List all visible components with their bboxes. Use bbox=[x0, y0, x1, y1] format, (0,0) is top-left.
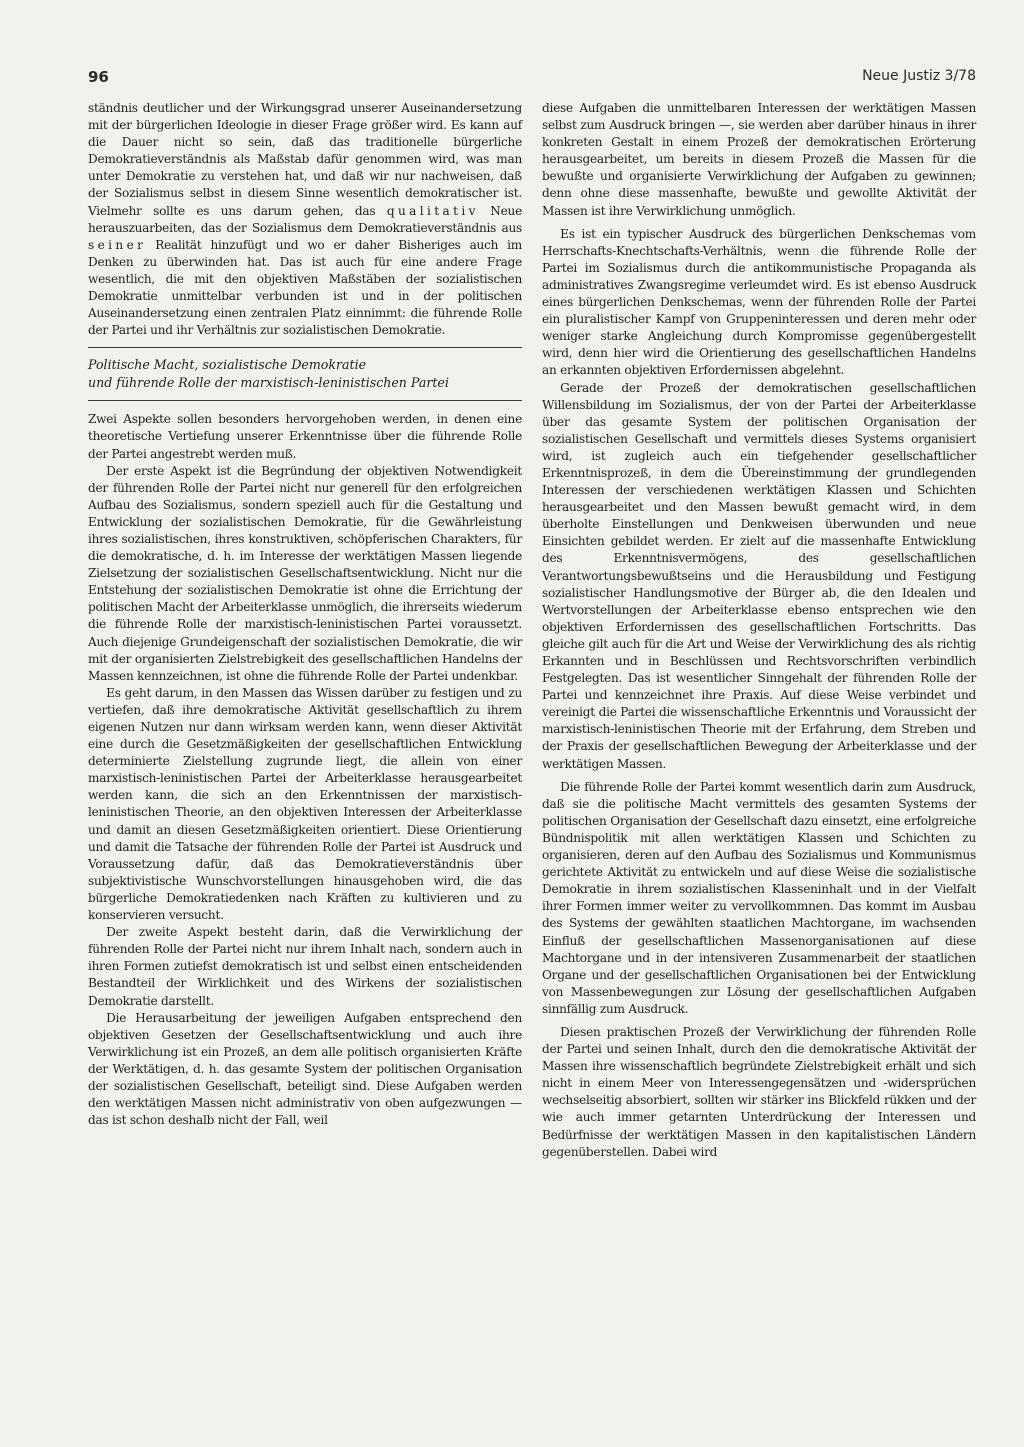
paragraph-continued bbox=[88, 100, 522, 339]
page-header bbox=[88, 64, 976, 90]
page-number: 96 bbox=[88, 68, 109, 86]
paragraph: Der erste Aspekt ist die Begründung der objektiven Notwendigkeit der führenden Rolle der Partei nicht nur generell für den erfolgreichen Aufbau des Sozialismus, sondern speziell auch für die Gestaltung und Entwicklung der sozialistischen Demokratie, für die Gewährleistung ihres sozialistischen, ihres konstruktiven, schöpferischen Charakters, für die demokratische, d. h. im Interesse der werktätigen Massen liegende Zielsetzung der sozialistischen Gesellschaftsentwicklung. Nicht nur die Entstehung der sozialistischen Demokratie ist ohne die Errichtung der politischen Macht der Arbeiterklasse unmöglich, die ihrerseits wiederum die führende Rolle der marxistisch-leninistischen Partei voraussetzt. Auch diejenige Grundeigenschaft der sozialistischen Demokratie, die wir mit der organisierten Zielstrebigkeit des gesellschaftlichen Handelns der Massen kennzeichnen, ist ohne die führende Rolle der Partei undenkbar. bbox=[88, 463, 522, 683]
paragraph: Zwei Aspekte sollen besonders hervorgehoben werden, in denen eine theoretische Vertiefung unserer Erkenntnisse über die führende Rolle der Partei angestrebt werden muß. bbox=[88, 412, 522, 461]
paragraph: Diesen praktischen Prozeß der Verwirklichung der führenden Rolle der Partei und seinen Inhalt, durch den die demokratische Aktivität der Massen ihre wissenschaftlich begründete Zielstrebigkeit erhält und sich nicht in einem Meer von Interessengegensätzen und -widersprüchen wechselseitig absorbiert, sollten wir stärker ins Blickfeld rükken und der wie auch immer getarnten Unterdrückung der Interessen und Bedürfnisse der werktätigen Massen in den kapitalistischen Ländern gegenüberstellen. Dabei wird bbox=[542, 1024, 976, 1159]
paragraph-text: ständnis deutlicher und der Wirkungsgrad unserer Auseinandersetzung mit der bürgerlichen Ideologie in dieser Frage größer wird. Es kann auf die Dauer nicht so sein, daß das traditionelle bürgerliche Demokratieverständnis als Maßstab dafür genommen wird, was man unter Demokratie zu verstehen hat, und daß wir nur nachweisen, daß der Sozialismus selbst in diesem Sinne wesentlich demokratischer ist. Vielmehr sollte es uns darum gehen, das bbox=[88, 101, 522, 218]
section-heading-line-1: Politische Macht, sozialistische Demokratie bbox=[88, 357, 367, 373]
paragraph: Die Herausarbeitung der jeweiligen Aufgaben entsprechend den objektiven Gesetzen der Gesellschaftsentwicklung und auch ihre Verwirklichung ist ein Prozeß, an dem alle politisch organisierten Kräfte der Werktätigen, d. h. das gesamte System der politischen Organisation der sozialistischen Gesellschaft, beteiligt sind. Diese Aufgaben werden den werktätigen Massen nicht administrativ von oben aufgezwungen — das ist schon deshalb nicht der Fall, weil bbox=[88, 1010, 522, 1128]
section-heading bbox=[88, 347, 522, 401]
paragraph: Es geht darum, in den Massen das Wissen darüber zu festigen und zu vertiefen, daß ihre demokratische Aktivität gesellschaftlich zu ihrem eigenen Nutzen nur dann wirksam werden kann, wenn dieser Aktivität eine durch die Gesetzmäßigkeiten der gesellschaftlichen Entwicklung determinierte Zielstellung zugrunde liegt, die allein von einer marxistisch-leninistischen Partei der Arbeiterklasse herausgearbeitet werden kann, die sich an den Erkenntnissen der marxistisch-leninistischen Theorie, an den objektiven Interessen der Arbeiterklasse und damit an diesen Gesetzmäßigkeiten orientiert. Diese Orientierung und damit die Tatsache der führenden Rolle der Partei ist Ausdruck und Voraussetzung dafür, daß das Demokratieverständnis über subjektivistische Wunschvorstellungen hinausgehoben wird, die das bürgerliche Demokratiedenken nach Kräften zu kultivieren und zu konservieren versucht. bbox=[88, 685, 522, 923]
paragraph-text: Neue herauszuarbeiten, das der Sozialismus dem Demokratieverständnis aus bbox=[88, 203, 523, 235]
right-column bbox=[542, 100, 976, 1161]
journal-issue: Neue Justiz 3/78 bbox=[862, 68, 976, 84]
paragraph: Der zweite Aspekt besteht darin, daß die Verwirklichung der führenden Rolle der Partei nicht nur ihrem Inhalt nach, sondern auch in ihren Formen zutiefst demokratisch ist und selbst einen entscheidenden Bestandteil der Wirklichkeit und des Wirkens der sozialistischen Demokratie darstellt. bbox=[88, 925, 522, 1008]
emphasis-qualitativ: qualitativ bbox=[386, 203, 479, 218]
paragraph: Es ist ein typischer Ausdruck des bürgerlichen Denkschemas vom Herrschafts-Knechtschafts-Verhältnis, wenn die führende Rolle der Partei im Sozialismus durch die antikommunistische Propaganda als administratives Zwangsregime verleumdet wird. Es ist ebenso Ausdruck eines bürgerlichen Denkschemas, wenn der führenden Rolle der Partei ein pluralistischer Kampf von Gruppeninteressen und deren mehr oder weniger starke Angleichung durch Kompromisse gegenübergestellt wird, denn hier wird die Orientierung des gesellschaftlichen Handelns an erkannten objektiven Erfordernissen abgelehnt. bbox=[542, 226, 976, 378]
paragraph: Gerade der Prozeß der demokratischen gesellschaftlichen Willensbildung im Sozialismus, der von der Partei der Arbeiterklasse über das gesamte System der politischen Organisation der sozialistischen Gesellschaft und vermittels dieses Systems organisiert wird, ist zugleich auch ein tiefgehender gesellschaftlicher Erkenntnisprozeß, in dem die Übereinstimmung der grundlegenden Interessen der verschiedenen werktätigen Klassen und Schichten herausgearbeitet und den Massen bewußt gemacht wird, in dem überholte Einstellungen und Denkweisen überwunden und neue Einsichten gebildet werden. Er zielt auf die massenhafte Entwicklung des Erkenntnisvermögens, des gesellschaftlichen Verantwortungsbewußtseins und die Herausbildung und Festigung sozialistischer Handlungsmotive der Bürger ab, die den Idealen und Wertvorstellungen der Arbeiterklasse ebenso entsprechen wie den objektiven Erfordernissen des gesellschaftlichen Fortschritts. Das gleiche gilt auch für die Art und Weise der Verwirklichung des als richtig Erkannten und in Beschlüssen und Rechtsvorschriften verbindlich Festgelegten. Das ist wesentlicher Sinngehalt der führenden Rolle der Partei und kennzeichnet ihre Praxis. Auf diese Weise verbindet und vereinigt die Partei die wissenschaftliche Erkenntnis und Voraussicht der marxistisch-leninistischen Theorie mit der Erfahrung, dem Streben und der Praxis der gesellschaftlichen Bewegung der Arbeiterklasse und der werktätigen Massen. bbox=[542, 380, 976, 771]
emphasis-seiner: seiner bbox=[88, 237, 147, 252]
paragraph-continued: diese Aufgaben die unmittelbaren Interessen der werktätigen Massen selbst zum Ausdruck bringen —, sie werden aber darüber hinaus in ihrer konkreten Gestalt in einem Prozeß der demokratischen Erörterung herausgearbeitet, um bereits in diesem Prozeß die Massen für die bewußte und organisierte Verwirklichung der Aufgaben zu gewinnen; denn ohne diese massenhafte, bewußte und gewollte Aktivität der Massen ist ihre Verwirklichung unmöglich. bbox=[542, 101, 976, 218]
paragraph: Die führende Rolle der Partei kommt wesentlich darin zum Ausdruck, daß sie die politische Macht vermittels des gesamten Systems der politischen Organisation der Gesellschaft dazu einsetzt, eine erfolgreiche Bündnispolitik mit allen werktätigen Klassen und Schichten zu organisieren, deren auf den Aufbau des Sozialismus und Kommunismus gerichtete Aktivität zu entwickeln und auf diese Weise die sozialistische Demokratie in ihrem sozialistischen Klasseninhalt und in der Vielfalt ihrer Formen immer weiter zu vervollkommnen. Das kommt im Ausbau des Systems der gewählten staatlichen Machtorgane, im wachsenden Einfluß der gesellschaftlichen Massenorganisationen auf diese Machtorgane und in der intensiveren Zusammenarbeit der staatlichen Organe und der gesellschaftlichen Organisationen bei der Entwicklung von Massenbewegungen zur Lösung der gesellschaftlichen Aufgaben sinnfällig zum Ausdruck. bbox=[542, 779, 976, 1016]
paragraph-text: Realität hinzufügt und wo er daher Bisheriges auch im Denken zu überwinden hat. Das ist auch für eine andere Frage wesentlich, die mit den objektiven Maßstäben der sozialistischen Demokratie unmittelbar verbunden ist und in der politischen Auseinandersetzung einen zentralen Platz einnimmt: die führende Rolle der Partei und ihr Verhältnis zur sozialistischen Demokratie. bbox=[88, 237, 522, 338]
section-heading-line-2: und führende Rolle der marxistisch-leninistischen Partei bbox=[88, 375, 449, 391]
left-column bbox=[88, 100, 522, 1129]
